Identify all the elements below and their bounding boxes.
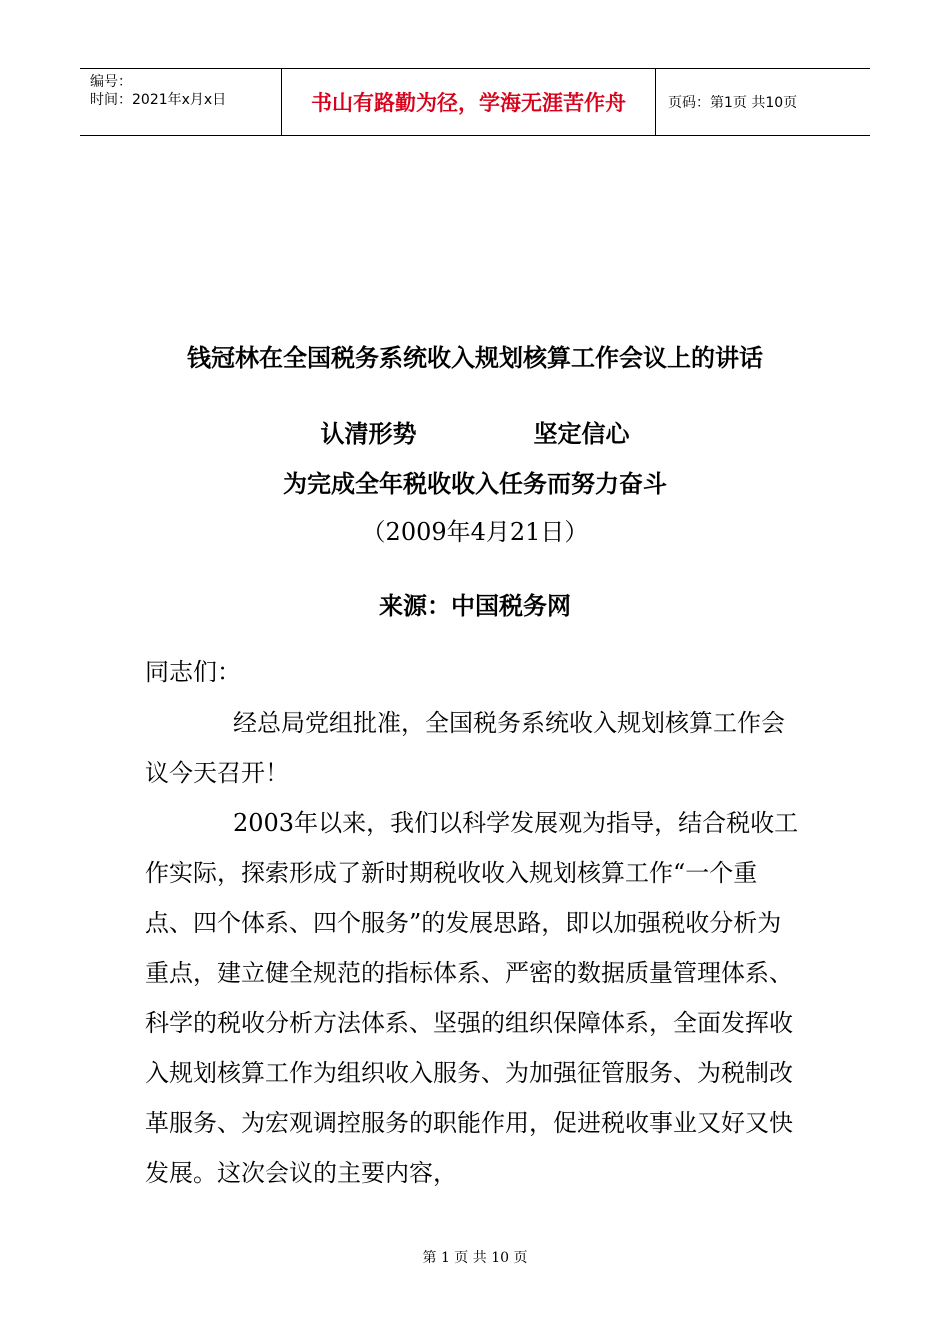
header-page-info: 页码：第1页 共10页 — [668, 95, 798, 111]
body-paragraph-1: 经总局党组批准，全国税务系统收入规划核算工作会议今天召开！ — [145, 709, 785, 787]
page-footer: 第 1 页 共 10 页 — [422, 1250, 528, 1266]
document-subtitle-2: 为完成全年税收收入任务而努力奋斗 — [283, 469, 667, 498]
body-paragraph-2: 2003年以来，我们以科学发展观为指导，结合税收工作实际，探索形成了新时期税收收入规划核算工作“一个重点、四个体系、四个服务”的发展思路，即以加强税收分析为重点，建立健全规范的指标体系、严密的数据质量管理体系、科学的税收分析方法体系、坚强的组织保障体系，全面发挥收入规划核算工作为组织收入服务、为加强征管服务、为税制改革服务、为宏观调控服务的职能作用，促进税收事业又好又快发展。这次会议的主要内容， — [145, 809, 799, 1187]
header-meta — [80, 69, 282, 135]
document-header — [80, 68, 870, 136]
document-date-label: 时间：2021年x月x日 — [90, 92, 227, 108]
speech-date: （2009年4月21日） — [361, 518, 589, 546]
header-motto-cell — [282, 69, 656, 135]
greeting: 同志们： — [145, 658, 241, 686]
document-title: 钱冠林在全国税务系统收入规划核算工作会议上的讲话 — [187, 343, 763, 372]
document-number-label: 编号： — [90, 74, 132, 90]
document-source: 来源：中国税务网 — [379, 591, 571, 620]
header-motto: 书山有路勤为径，学海无涯苦作舟 — [311, 91, 626, 115]
document-subtitle-1: 认清形势 坚定信心 — [320, 419, 630, 448]
